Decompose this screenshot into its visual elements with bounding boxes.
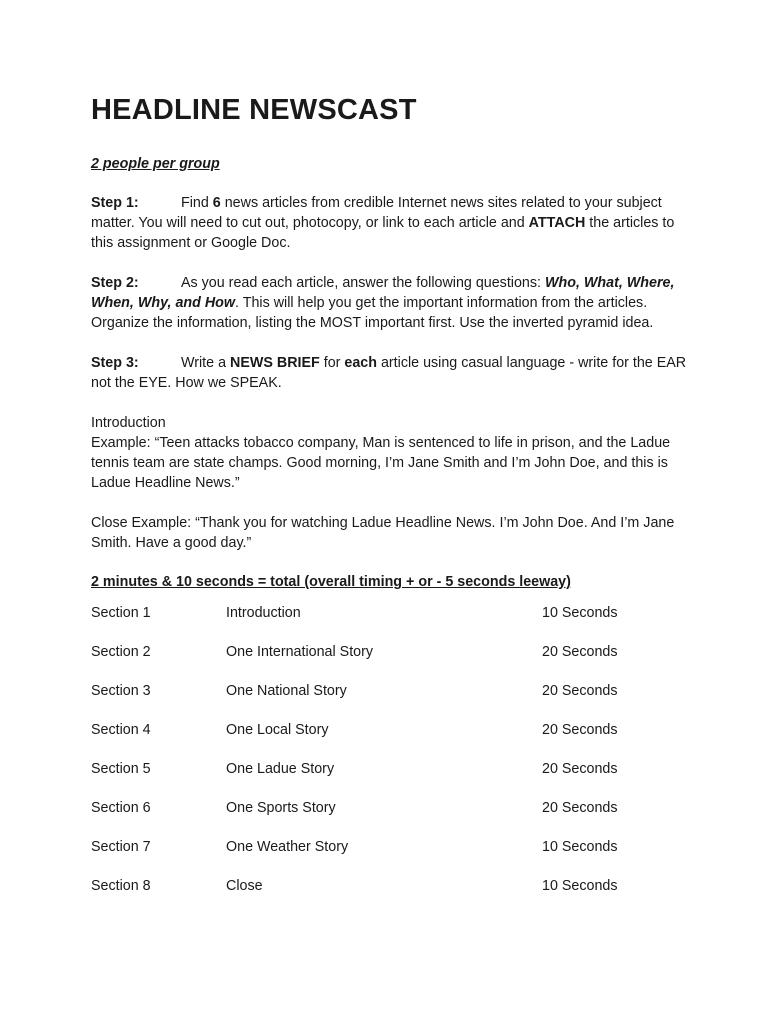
section-duration: 20 Seconds: [542, 800, 618, 816]
step-3-label: Step 3:: [91, 355, 139, 371]
section-duration: 20 Seconds: [542, 683, 618, 699]
section-label: Section 3: [91, 683, 151, 699]
section-label: Section 2: [91, 644, 151, 660]
section-story: One Local Story: [226, 722, 329, 738]
section-label: Section 4: [91, 722, 151, 738]
section-duration: 10 Seconds: [542, 878, 618, 894]
schedule-row: [91, 759, 691, 798]
schedule-row: [91, 642, 691, 681]
section-story: One International Story: [226, 644, 374, 660]
step-2-questions: Who, What, Where, When, Why, and How: [91, 275, 675, 311]
step-2-paragraph: [91, 273, 691, 333]
schedule-row: [91, 603, 691, 642]
step-1-attach: ATTACH: [528, 215, 586, 231]
schedule-row: [91, 681, 691, 720]
section-label: Section 7: [91, 839, 151, 855]
step-1-text-c: the articles to this assignment or Google Doc.: [91, 215, 675, 251]
section-label: Section 6: [91, 800, 151, 816]
document-title: HEADLINE NEWSCAST: [91, 94, 417, 126]
step-1-paragraph: [91, 193, 691, 253]
total-timing: 2 minutes & 10 seconds = total (overall timing + or - 5 seconds leeway): [91, 574, 571, 590]
step-3-each: each: [344, 355, 377, 371]
step-3-news-brief: NEWS BRIEF: [230, 355, 320, 371]
step-1-text-b: news articles from credible Internet news sites related to your subject matter. You will need to cut out, photocopy, or link to each article and: [91, 195, 662, 231]
section-duration: 10 Seconds: [542, 605, 618, 621]
section-story: One Weather Story: [226, 839, 349, 855]
section-story: One National Story: [226, 683, 347, 699]
step-3-text-c: article using casual language - write for the EAR not the EYE. How we SPEAK.: [91, 355, 687, 391]
step-2-text-b: . This will help you get the important information from the articles. Organize the information, listing the MOST important first. Use the inverted pyramid idea.: [91, 295, 654, 331]
section-story: Close: [226, 878, 263, 894]
section-duration: 20 Seconds: [542, 722, 618, 738]
section-duration: 20 Seconds: [542, 761, 618, 777]
introduction-block: [91, 413, 691, 493]
step-1-text-a: Find: [181, 195, 213, 211]
section-duration: 20 Seconds: [542, 644, 618, 660]
schedule-row: [91, 720, 691, 759]
introduction-heading: Introduction: [91, 415, 166, 431]
section-schedule: [91, 603, 691, 915]
step-2-text-a: As you read each article, answer the following questions:: [181, 275, 545, 291]
section-story: Introduction: [226, 605, 301, 621]
section-label: Section 1: [91, 605, 151, 621]
schedule-row: [91, 837, 691, 876]
step-3-text-b: for: [319, 355, 345, 371]
section-story: One Sports Story: [226, 800, 336, 816]
section-story: One Ladue Story: [226, 761, 335, 777]
step-3-paragraph: [91, 353, 691, 393]
section-label: Section 5: [91, 761, 151, 777]
introduction-example: Example: “Teen attacks tobacco company, Man is sentenced to life in prison, and the Ladue tennis team are state champs. Good morning, I’m Jane Smith and I’m John Doe, and this is Ladue Headline News.”: [91, 435, 671, 491]
step-2-label: Step 2:: [91, 275, 139, 291]
schedule-row: [91, 876, 691, 915]
step-1-count: 6: [212, 195, 221, 211]
step-1-label: Step 1:: [91, 195, 139, 211]
section-duration: 10 Seconds: [542, 839, 618, 855]
schedule-row: [91, 798, 691, 837]
document-page: [91, 92, 691, 915]
step-3-text-a: Write a: [181, 355, 230, 371]
section-label: Section 8: [91, 878, 151, 894]
group-size-note: 2 people per group: [91, 156, 220, 172]
close-example: Close Example: “Thank you for watching Ladue Headline News. I’m John Doe. And I’m Jane Smith. Have a good day.”: [91, 515, 675, 551]
